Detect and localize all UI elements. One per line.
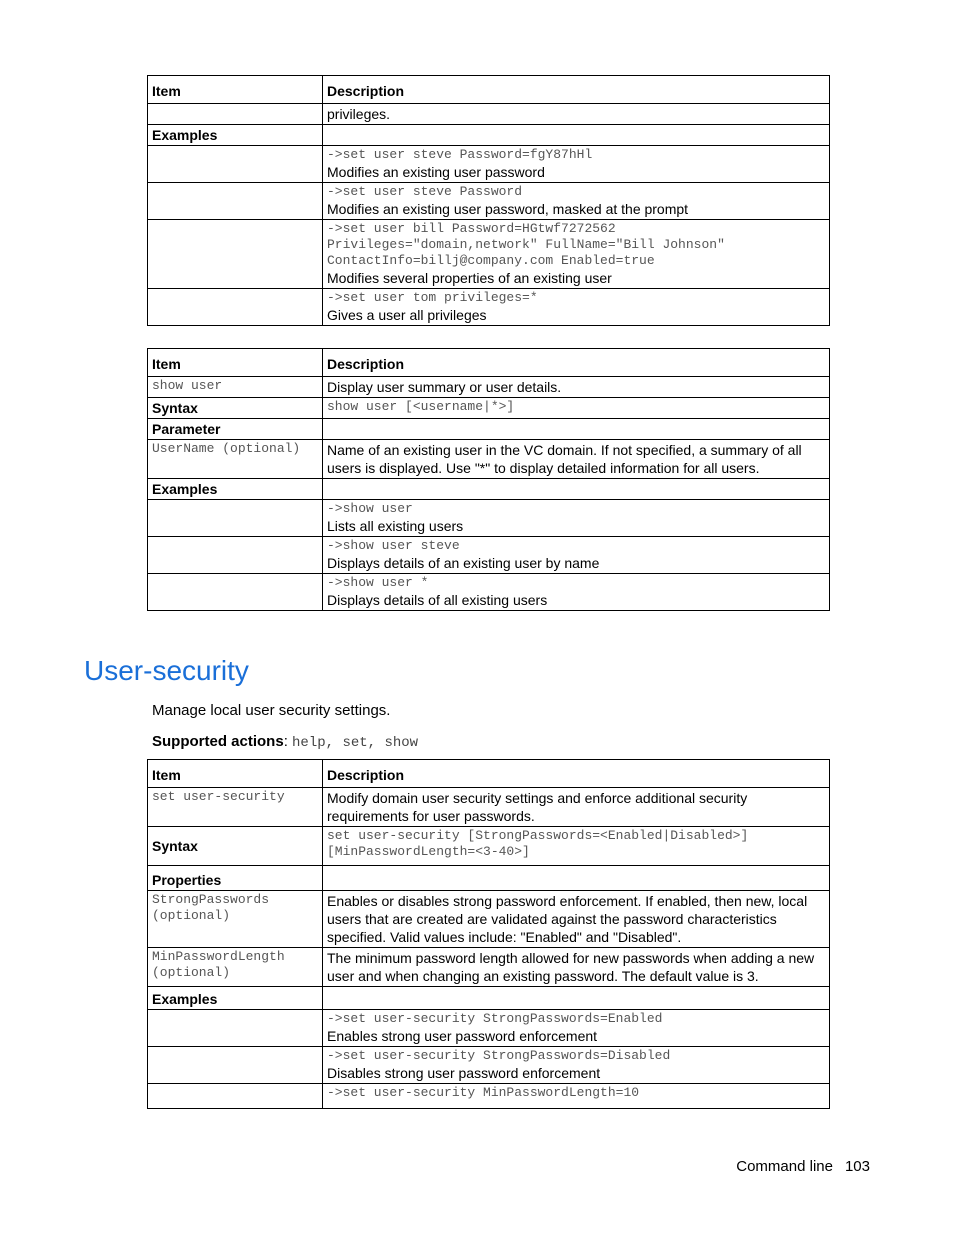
parameter-name: UserName (optional) <box>152 441 301 456</box>
example-row <box>148 289 830 326</box>
header-description: Description <box>323 349 830 377</box>
example-command: ->set user tom privileges=* <box>327 290 538 305</box>
property-name: StrongPasswords <box>152 892 270 907</box>
examples-label: Examples <box>148 479 323 500</box>
command-description: Display user summary or user details. <box>323 377 830 398</box>
examples-label: Examples <box>148 987 323 1010</box>
example-row <box>148 1010 830 1047</box>
command-description: Modify domain user security settings and enforce additional security requirements for user passwords. <box>323 788 830 827</box>
syntax-label: Syntax <box>148 398 323 419</box>
command-row <box>148 377 830 398</box>
example-description: Lists all existing users <box>327 518 464 534</box>
examples-label-row <box>148 125 830 146</box>
example-command: ->set user steve Password <box>327 184 523 199</box>
continuation-text: privileges. <box>323 104 830 125</box>
command-name: set user-security <box>152 789 285 804</box>
parameter-row <box>148 440 830 479</box>
example-description: Modifies several properties of an existing user <box>327 270 612 286</box>
example-row <box>148 537 830 574</box>
parameter-label-row <box>148 419 830 440</box>
header-item: Item <box>148 760 323 788</box>
example-command: ->set user-security MinPasswordLength=10 <box>327 1085 640 1100</box>
set-user-continued-table <box>147 75 830 326</box>
header-item: Item <box>148 349 323 377</box>
set-user-security-table <box>147 759 830 1109</box>
examples-label-row <box>148 479 830 500</box>
section-title: User-security <box>84 655 249 686</box>
command-name: show user <box>152 378 223 393</box>
syntax-text: show user [<username|*>] <box>327 399 515 414</box>
syntax-row <box>148 827 830 866</box>
example-row <box>148 574 830 611</box>
example-row <box>148 220 830 289</box>
properties-label: Properties <box>148 866 323 891</box>
supported-actions-label: Supported actions <box>152 733 284 750</box>
header-item: Item <box>148 76 323 104</box>
header-description: Description <box>323 76 830 104</box>
page-number: 103 <box>844 1158 870 1175</box>
example-description: Gives a user all privileges <box>327 307 487 323</box>
example-description: Modifies an existing user password, masked at the prompt <box>327 201 689 217</box>
examples-label: Examples <box>148 125 323 146</box>
example-row <box>148 1047 830 1084</box>
properties-label-row <box>148 866 830 891</box>
header-description: Description <box>323 760 830 788</box>
property-name: MinPasswordLength <box>152 949 285 964</box>
parameter-description: Name of an existing user in the VC domain. If not specified, a summary of all users is displayed. Use "*" to display detailed information for all users. <box>323 440 830 479</box>
example-row <box>148 1084 830 1109</box>
show-user-table <box>147 348 830 611</box>
example-description: Enables strong user password enforcement <box>327 1028 598 1044</box>
syntax-row <box>148 398 830 419</box>
supported-actions <box>152 733 418 751</box>
example-command: ->set user-security StrongPasswords=Disabled <box>327 1048 671 1063</box>
syntax-line-1: set user-security [StrongPasswords=<Enabled|Disabled>] <box>327 828 749 843</box>
supported-actions-separator: : <box>283 733 293 750</box>
property-row <box>148 891 830 948</box>
property-description: Enables or disables strong password enforcement. If enabled, then new, local users that are created are validated against the password characteristics specified. Valid values include: "Enabled" and "Disabled". <box>323 891 830 948</box>
example-description: Disables strong user password enforcement <box>327 1065 601 1081</box>
table-header-row <box>148 349 830 377</box>
table-header-row <box>148 76 830 104</box>
property-optional: (optional) <box>152 965 231 980</box>
example-command: ->set user-security StrongPasswords=Enabled <box>327 1011 663 1026</box>
footer-section: Command line <box>736 1158 833 1175</box>
example-command: ->show user <box>327 501 413 516</box>
property-optional: (optional) <box>152 908 231 923</box>
example-command-line-3: ContactInfo=billj@company.com Enabled=true <box>327 253 655 268</box>
supported-actions-list: help, set, show <box>292 735 419 751</box>
examples-label-row <box>148 987 830 1010</box>
table-header-row <box>148 760 830 788</box>
example-command-line-1: ->set user bill Password=HGtwf7272562 <box>327 221 616 236</box>
example-row <box>148 183 830 220</box>
example-command: ->set user steve Password=fgY87hHl <box>327 147 593 162</box>
command-row <box>148 788 830 827</box>
example-command-line-2: Privileges="domain,network" FullName="Bill Johnson" <box>327 237 725 252</box>
example-row <box>148 500 830 537</box>
section-intro: Manage local user security settings. <box>152 702 391 719</box>
syntax-label: Syntax <box>148 827 323 866</box>
property-row <box>148 948 830 987</box>
example-description: Displays details of all existing users <box>327 592 548 608</box>
example-command: ->show user steve <box>327 538 460 553</box>
parameter-label: Parameter <box>148 419 323 440</box>
page-footer <box>736 1158 870 1175</box>
example-row <box>148 146 830 183</box>
example-description: Displays details of an existing user by name <box>327 555 600 571</box>
example-command: ->show user * <box>327 575 429 590</box>
table-row <box>148 104 830 125</box>
syntax-line-2: [MinPasswordLength=<3-40>] <box>327 844 530 859</box>
example-description: Modifies an existing user password <box>327 164 545 180</box>
property-description: The minimum password length allowed for new passwords when adding a new user and when changing an existing password. The default value is 3. <box>323 948 830 987</box>
